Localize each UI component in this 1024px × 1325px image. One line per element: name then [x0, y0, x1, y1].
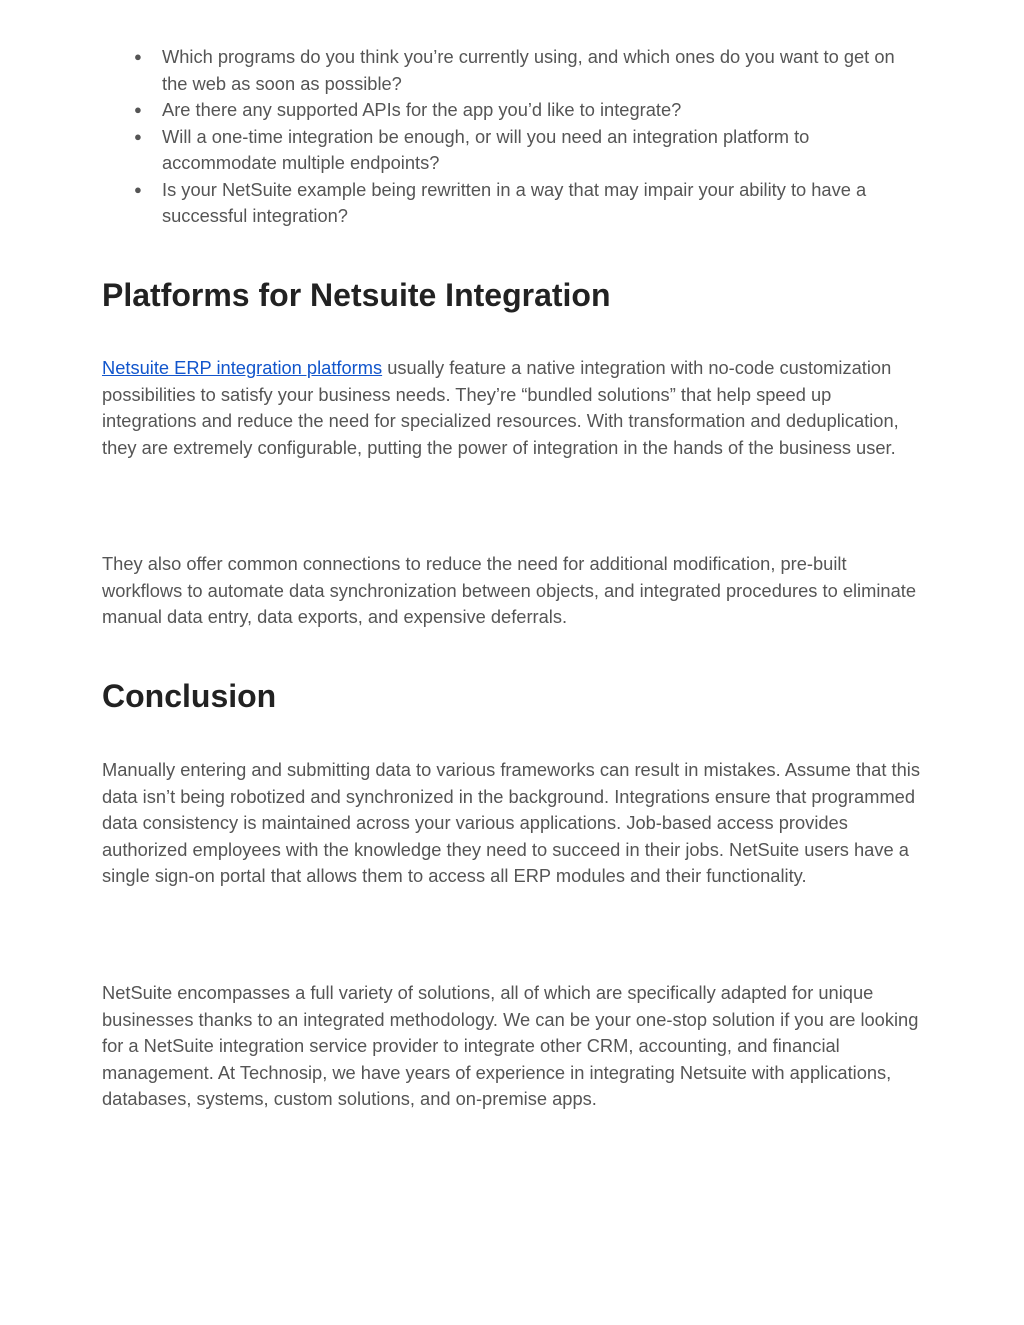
questions-list: [102, 44, 924, 230]
conclusion-paragraph-1: Manually entering and submitting data to various frameworks can result in mistakes. Assume that this data isn’t being robotized and synchronized in the background. Integrations ensure that programmed data consistency is maintained across your various applications. Job-based access provides authorized employees with the knowledge they need to succeed in their jobs. NetSuite users have a single sign-on portal that allows them to access all ERP modules and their functionality.: [102, 759, 920, 886]
erp-integration-platforms-link[interactable]: Netsuite ERP integration platforms: [102, 357, 383, 378]
platforms-paragraph-1-text: usually feature a native integration with no-code customization possibilities to satisfy your business needs. They’re “bundled solutions” that help speed up integrations and reduce the need for specialized resources. With transformation and deduplication, they are extremely configurable, putting the power of integration in the hands of the business user.: [102, 357, 899, 458]
bullet-icon: ●: [134, 181, 142, 197]
platforms-paragraph-1: [102, 355, 924, 461]
platforms-paragraph-2: They also offer common connections to reduce the need for additional modification, pre-built workflows to automate data synchronization between objects, and integrated procedures to eliminate manual data entry, data exports, and expensive deferrals.: [102, 553, 916, 627]
list-item: [102, 177, 924, 230]
list-item: [102, 97, 924, 124]
list-item-text: Are there any supported APIs for the app you’d like to integrate?: [162, 99, 682, 120]
platforms-heading: Platforms for Netsuite Integration: [102, 277, 611, 313]
bullet-icon: ●: [134, 128, 142, 144]
list-item-text: Is your NetSuite example being rewritten in a way that may impair your ability to have a successful integration?: [162, 178, 867, 226]
conclusion-paragraph-2: NetSuite encompasses a full variety of solutions, all of which are specifically adapted for unique businesses thanks to an integrated methodology. We can be your one-stop solution if you are looking for a NetSuite integration service provider to integrate other CRM, accounting, and financial management. At Technosip, we have years of experience in integrating Netsuite with applications, databases, systems, custom solutions, and on-premise apps.: [102, 982, 919, 1109]
list-item: [102, 124, 924, 177]
list-item: [102, 44, 924, 97]
bullet-icon: ●: [134, 49, 142, 64]
bullet-icon: ●: [134, 102, 142, 117]
list-item-text: Will a one-time integration be enough, or will you need an integration platform to accommodate multiple endpoints?: [162, 125, 810, 173]
list-item-text: Which programs do you think you’re currently using, and which ones do you want to get on the web as soon as possible?: [162, 46, 895, 94]
conclusion-heading: Conclusion: [102, 678, 277, 714]
